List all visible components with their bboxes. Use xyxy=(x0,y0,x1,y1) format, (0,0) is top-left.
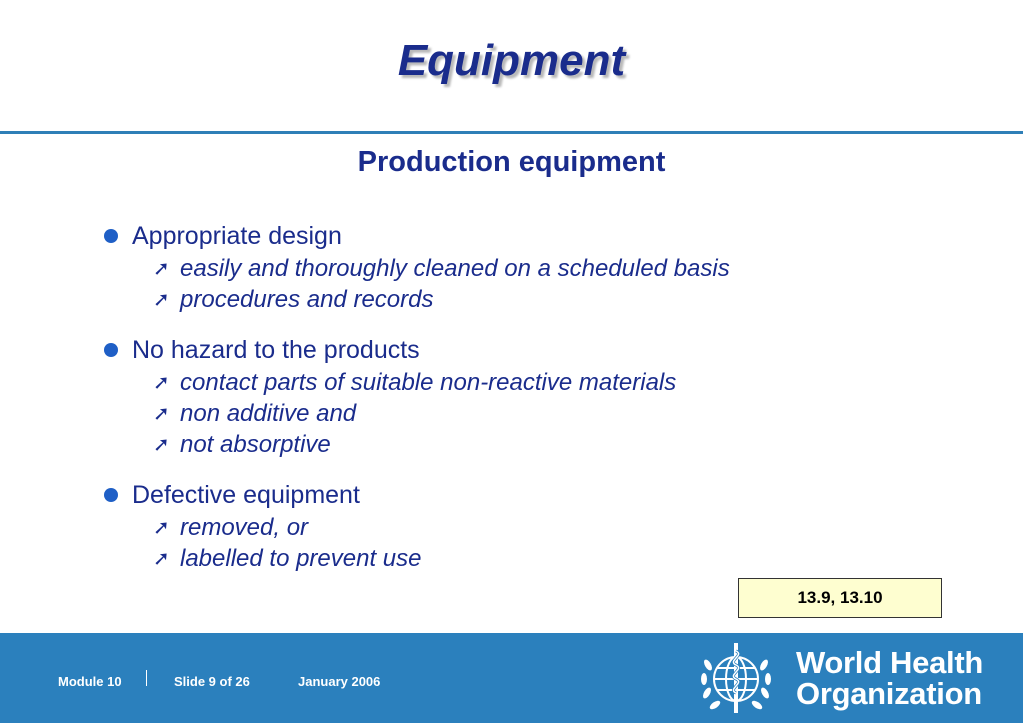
who-name-line1: World Health xyxy=(796,645,984,680)
footer-module: Module 10 xyxy=(58,674,122,689)
arrow-up-right-icon: ➚ xyxy=(153,258,170,280)
bullet-text: Appropriate design xyxy=(132,221,342,250)
sub-bullet-item xyxy=(153,367,924,398)
arrow-up-right-icon: ➚ xyxy=(153,434,170,456)
sub-bullet-text: easily and thoroughly cleaned on a scheduled basis xyxy=(180,254,730,282)
arrow-up-right-icon: ➚ xyxy=(153,403,170,425)
arrow-up-right-icon: ➚ xyxy=(153,372,170,394)
reference-box: 13.9, 13.10 xyxy=(738,578,942,618)
bullet-text: Defective equipment xyxy=(132,480,360,509)
bullet-text: No hazard to the products xyxy=(132,335,420,364)
footer-bar xyxy=(0,633,1023,723)
footer-slide-number: Slide 9 of 26 xyxy=(174,674,250,689)
footer-date: January 2006 xyxy=(298,674,381,689)
who-name-line2: Organization xyxy=(796,676,982,711)
sub-bullet-item xyxy=(153,429,924,460)
bullet-dot-icon xyxy=(104,343,118,357)
bullet-group xyxy=(104,478,924,574)
who-wordmark xyxy=(796,647,983,709)
sub-bullet-item xyxy=(153,398,924,429)
arrow-up-right-icon: ➚ xyxy=(153,548,170,570)
bullet-item xyxy=(104,333,924,367)
sub-bullet-text: contact parts of suitable non-reactive materials xyxy=(180,368,677,396)
arrow-up-right-icon: ➚ xyxy=(153,517,170,539)
sub-bullet-text: non additive and xyxy=(180,399,357,427)
sub-bullet-item xyxy=(153,253,924,284)
title-divider xyxy=(0,131,1023,134)
sub-bullet-item xyxy=(153,543,924,574)
slide-title: Equipment xyxy=(397,36,626,85)
sub-bullet-text: procedures and records xyxy=(180,285,434,313)
bullet-list xyxy=(104,219,924,592)
sub-bullet-item xyxy=(153,512,924,543)
bullet-group xyxy=(104,333,924,460)
sub-bullet-text: labelled to prevent use xyxy=(180,544,422,572)
sub-bullet-text: removed, or xyxy=(180,513,309,541)
sub-bullet-text: not absorptive xyxy=(180,430,331,458)
bullet-dot-icon xyxy=(104,229,118,243)
who-emblem-icon xyxy=(695,637,777,719)
bullet-dot-icon xyxy=(104,488,118,502)
sub-bullet-item xyxy=(153,284,924,315)
bullet-item xyxy=(104,219,924,253)
slide-subtitle: Production equipment xyxy=(357,146,666,178)
bullet-item xyxy=(104,478,924,512)
arrow-up-right-icon: ➚ xyxy=(153,289,170,311)
bullet-group xyxy=(104,219,924,315)
footer-separator xyxy=(146,670,147,686)
